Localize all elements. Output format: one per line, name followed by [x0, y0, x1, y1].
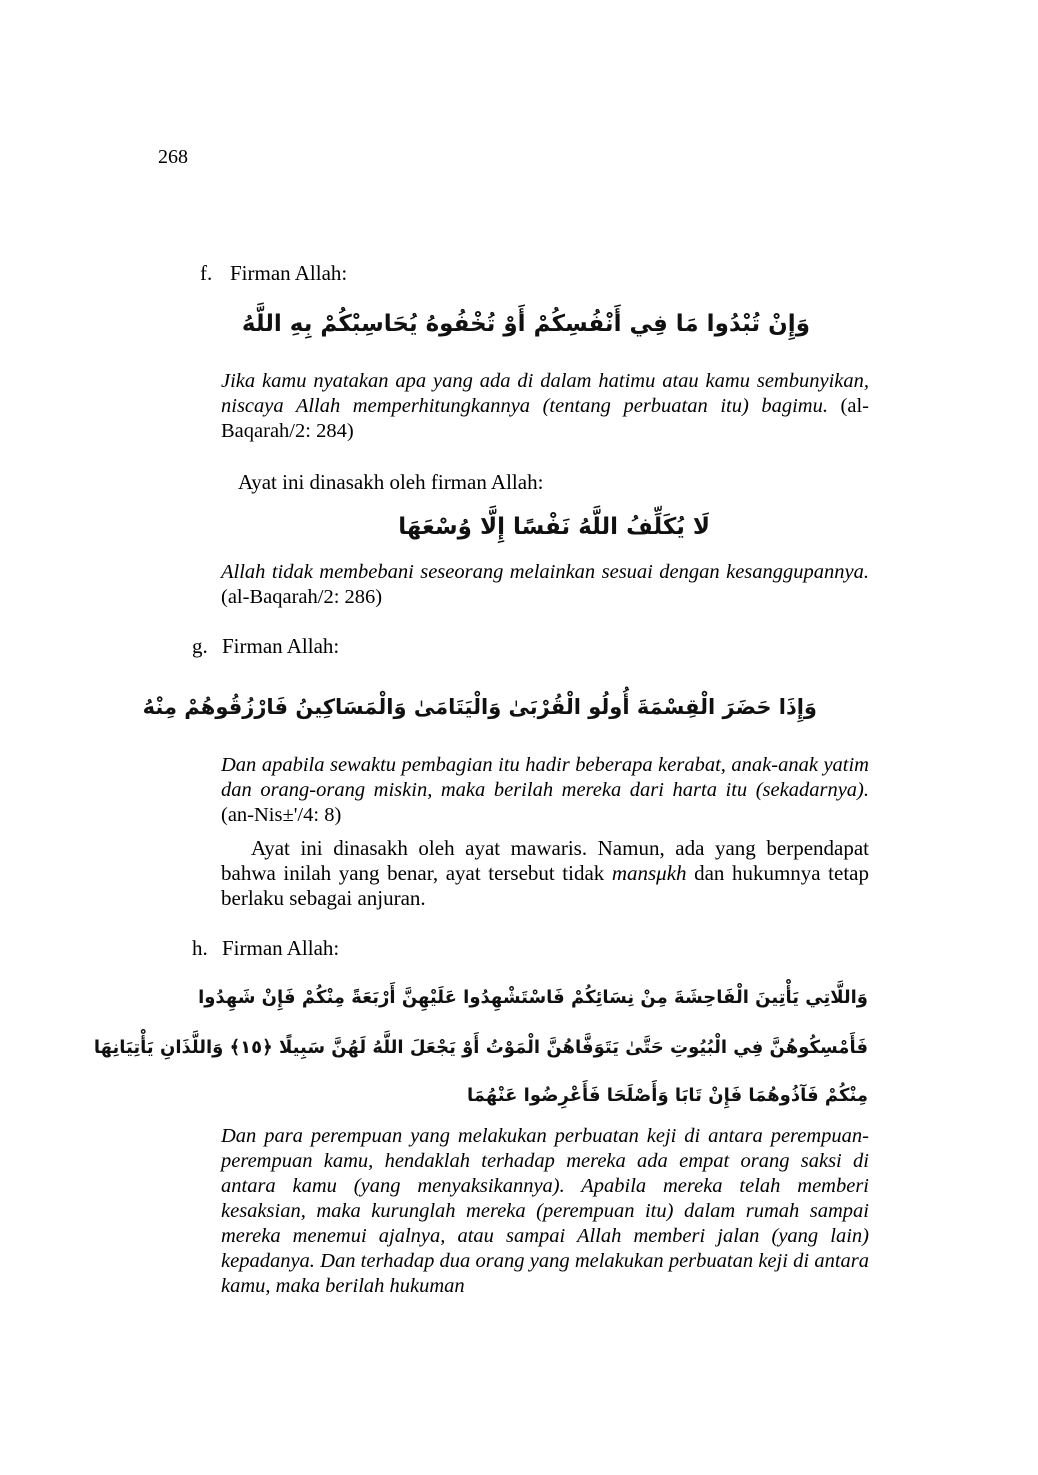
section-h-translation-text: Dan para perempuan yang melakukan perbuatan keji di antara perempuan-perempuan kamu, hendaklah terhadap mereka ada empat orang saksi di antara kamu (yang menyaksikannya). Apabila mereka telah memberi kesaksian, maka kurunglah mereka (perempuan itu) dalam rumah sampai mereka menemui ajalnya, atau sampai Allah memberi jalan (yang lain) kepadanya. Dan terhadap dua orang yang melakukan perbuatan keji di antara kamu, maka berilah hukuman: [221, 1125, 869, 1297]
section-h-arabic-line-2: فَأَمْسِكُوهُنَّ فِي الْبُيُوتِ حَتَّىٰ يَتَوَفَّاهُنَّ الْمَوْتُ أَوْ يَجْعَلَ اللَّهُ لَهُنَّ سَبِيلًا ﴿١٥﴾ وَاللَّذَانِ يَأْتِيَانِهَا: [93, 1037, 868, 1058]
section-h-heading: [192, 935, 339, 961]
section-g-letter: g.: [192, 634, 208, 658]
section-f-translation-2-text: Allah tidak membebani seseorang melainkan sesuai dengan kesanggupannya.: [221, 561, 869, 583]
section-g-translation: [221, 753, 869, 828]
section-f-heading-text: Firman Allah:: [230, 261, 348, 285]
section-f-letter: f.: [200, 261, 213, 285]
section-f-translation-2: [221, 560, 869, 610]
section-f-arabic-verse-2: لَا يُكَلِّفُ اللَّهُ نَفْسًا إِلَّا وُسْعَهَا: [398, 514, 710, 540]
section-h-heading-text: Firman Allah:: [222, 936, 340, 960]
page-number: 268: [158, 146, 188, 168]
section-g-commentary-text: Ayat ini dinasakh oleh ayat mawaris. Namun, ada yang berpendapat bahwa inilah yang benar, ayat tersebut tidak: [221, 836, 869, 885]
section-g-commentary-end: dan hukumnya tetap berlaku sebagai anjuran.: [221, 861, 869, 910]
section-f-translation-text: Jika kamu nyatakan apa yang ada di dalam hatimu atau kamu sembunyikan, niscaya Allah memperhitungkannya (tentang perbuatan itu) bagimu.: [221, 370, 869, 417]
section-f-abrogation-intro: Ayat ini dinasakh oleh firman Allah:: [238, 470, 544, 494]
section-g-translation-text: Dan apabila sewaktu pembagian itu hadir beberapa kerabat, anak-anak yatim dan orang-orang miskin, maka berilah mereka dari harta itu (sekadarnya).: [221, 754, 869, 801]
section-f-heading: [200, 260, 347, 286]
section-g-heading: [192, 633, 339, 659]
section-g-arabic-verse: وَإِذَا حَضَرَ الْقِسْمَةَ أُولُو الْقُرْبَىٰ وَالْيَتَامَىٰ وَالْمَسَاكِينُ فَارْزُقُوهُمْ مِنْهُ: [142, 695, 817, 719]
section-g-heading-text: Firman Allah:: [222, 634, 340, 658]
section-g-commentary: [221, 836, 869, 911]
section-g-citation: (an-Nis±'/4: 8): [221, 804, 342, 826]
section-f-citation: (al-Baqarah/2: 284): [221, 395, 869, 442]
section-h-arabic-line-3: مِنْكُمْ فَآذُوهُمَا فَإِنْ تَابَا وَأَصْلَحَا فَأَعْرِضُوا عَنْهُمَا: [467, 1085, 868, 1106]
section-g-commentary-term: mansμkh: [611, 861, 687, 885]
section-f-translation: [221, 369, 869, 444]
section-h-letter: h.: [192, 936, 208, 960]
section-h-arabic-line-1: وَاللَّاتِي يَأْتِينَ الْفَاحِشَةَ مِنْ نِسَائِكُمْ فَاسْتَشْهِدُوا عَلَيْهِنَّ أَرْبَعَةً مِنْكُمْ فَإِنْ شَهِدُوا: [198, 987, 868, 1008]
section-f-arabic-verse: وَإِنْ تُبْدُوا مَا فِي أَنْفُسِكُمْ أَوْ تُخْفُوهُ يُحَاسِبْكُمْ بِهِ اللَّهُ: [241, 311, 810, 337]
section-f-citation-2: (al-Baqarah/2: 286): [221, 586, 383, 608]
section-h-translation: [221, 1124, 869, 1299]
